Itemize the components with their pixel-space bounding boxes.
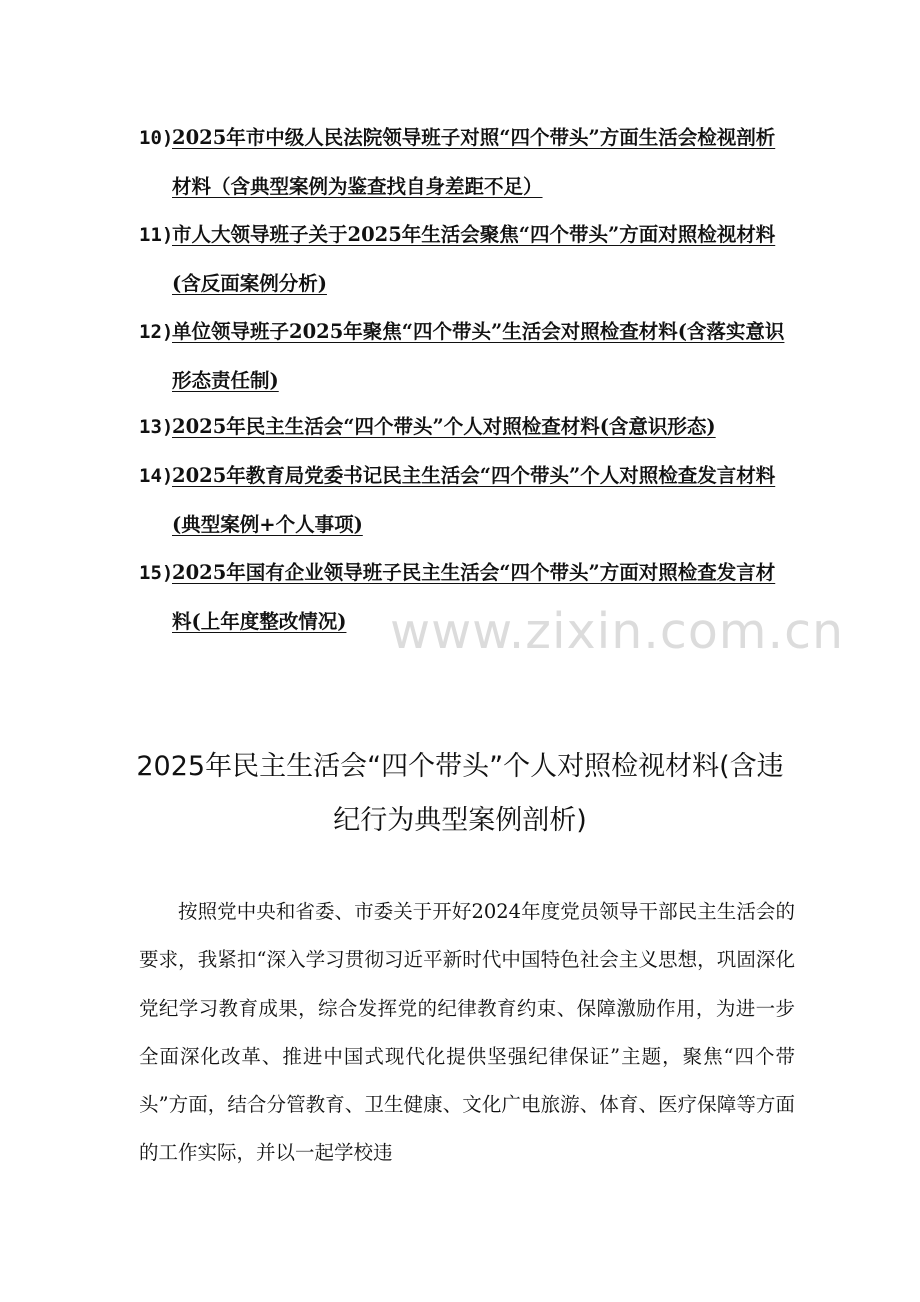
- toc-link[interactable]: 市人大领导班子关于2025年生活会聚焦“四个带头”方面对照检视材料(含反面案例分析): [172, 223, 776, 295]
- body-paragraph: 按照党中央和省委、市委关于开好2024年度党员领导干部民主生活会的要求，我紧扣“深入学习贯彻习近平新时代中国特色社会主义思想，巩固深化党纪学习教育成果，综合发挥党的纪律教育约束、保障激励作用，为进一步全面深化改革、推进中国式现代化提供坚强纪律保证”主题，聚焦“四个带头”方面，结合分管教育、卫生健康、文化广电旅游、体育、医疗保障等方面的工作实际，并以一起学校违: [139, 900, 795, 1165]
- toc-number: 12): [139, 321, 174, 343]
- toc-number: 14): [139, 465, 174, 487]
- toc-link[interactable]: 2025年民主生活会“四个带头”个人对照检查材料(含意识形态): [172, 415, 716, 438]
- watermark: www.zixin.com.cn: [390, 603, 845, 660]
- document-title: 2025年民主生活会“四个带头”个人对照检视材料(含违纪行为典型案例剖析): [136, 751, 784, 836]
- toc-link[interactable]: 2025年教育局党委书记民主生活会“四个带头”个人对照检查发言材料(典型案例+个人事项): [172, 464, 776, 536]
- toc-number: 10): [139, 127, 174, 149]
- toc-number: 13): [139, 416, 174, 438]
- toc-link[interactable]: 单位领导班子2025年聚焦“四个带头”生活会对照检查材料(含落实意识形态责任制): [172, 320, 785, 392]
- toc-link[interactable]: 2025年国有企业领导班子民主生活会“四个带头”方面对照检查发言材料(上年度整改情况): [172, 561, 776, 633]
- toc-link[interactable]: 2025年市中级人民法院领导班子对照“四个带头”方面生活会检视剖析材料（含典型案例为鉴查找自身差距不足）: [172, 126, 776, 198]
- toc-number: 11): [139, 224, 174, 246]
- toc-number: 15): [139, 562, 174, 584]
